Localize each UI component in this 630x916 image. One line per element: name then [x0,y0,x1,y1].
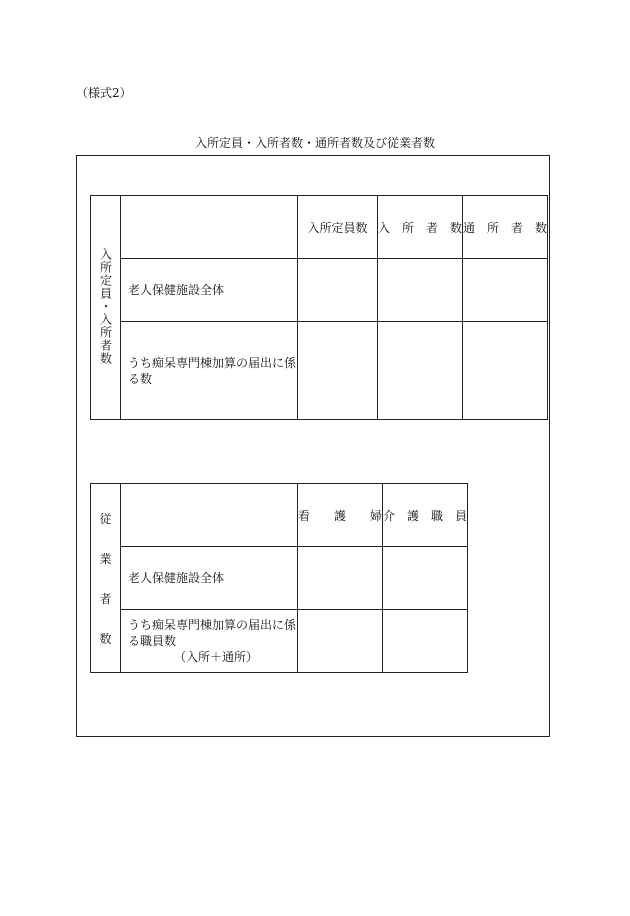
row-sublabel-admission-daycare: （入所＋通所） [174,650,259,664]
row-label-dementia-ward-staff [121,610,298,673]
row-label-dementia-ward-staff-text: うち痴呆専門棟加算の届出に係る職員数 [128,618,297,648]
input-cell-care-workers-whole[interactable] [383,547,468,610]
input-cell-capacity-dementia[interactable] [298,322,378,420]
capacity-table [90,195,548,420]
form-number-label: （様式2） [76,86,132,100]
header-day-users: 通 所 者 数 [463,196,548,259]
capacity-side-label: 入所定員・入所者数 [98,247,113,365]
staff-side-char: 者 [99,591,112,606]
input-cell-care-workers-dementia[interactable] [383,610,468,673]
capacity-side-label-cell [91,196,121,420]
input-cell-residents-whole[interactable] [378,259,463,322]
header-residents: 入 所 者 数 [378,196,463,259]
header-capacity: 入所定員数 [298,196,378,259]
input-cell-day-users-whole[interactable] [463,259,548,322]
staff-side-char: 数 [99,631,112,646]
input-cell-capacity-whole[interactable] [298,259,378,322]
input-cell-nurses-dementia[interactable] [298,610,383,673]
row-label-dementia-ward: うち痴呆専門棟加算の届出に係る数 [121,322,298,420]
row-label-whole-facility: 老人保健施設全体 [121,547,298,610]
input-cell-day-users-dementia[interactable] [463,322,548,420]
staff-table [90,483,468,673]
header-care-workers: 介 護 職 員 [383,484,468,547]
staff-side-char: 従 [99,511,112,526]
row-label-whole-facility: 老人保健施設全体 [121,259,298,322]
staff-side-char: 業 [99,551,112,566]
input-cell-nurses-whole[interactable] [298,547,383,610]
header-blank-cell [121,196,298,259]
header-blank-cell [121,484,298,547]
staff-side-label-cell [91,484,121,673]
document-title: 入所定員・入所者数・通所者数及び従業者数 [194,136,435,150]
header-nurses: 看 護 婦 [298,484,383,547]
input-cell-residents-dementia[interactable] [378,322,463,420]
